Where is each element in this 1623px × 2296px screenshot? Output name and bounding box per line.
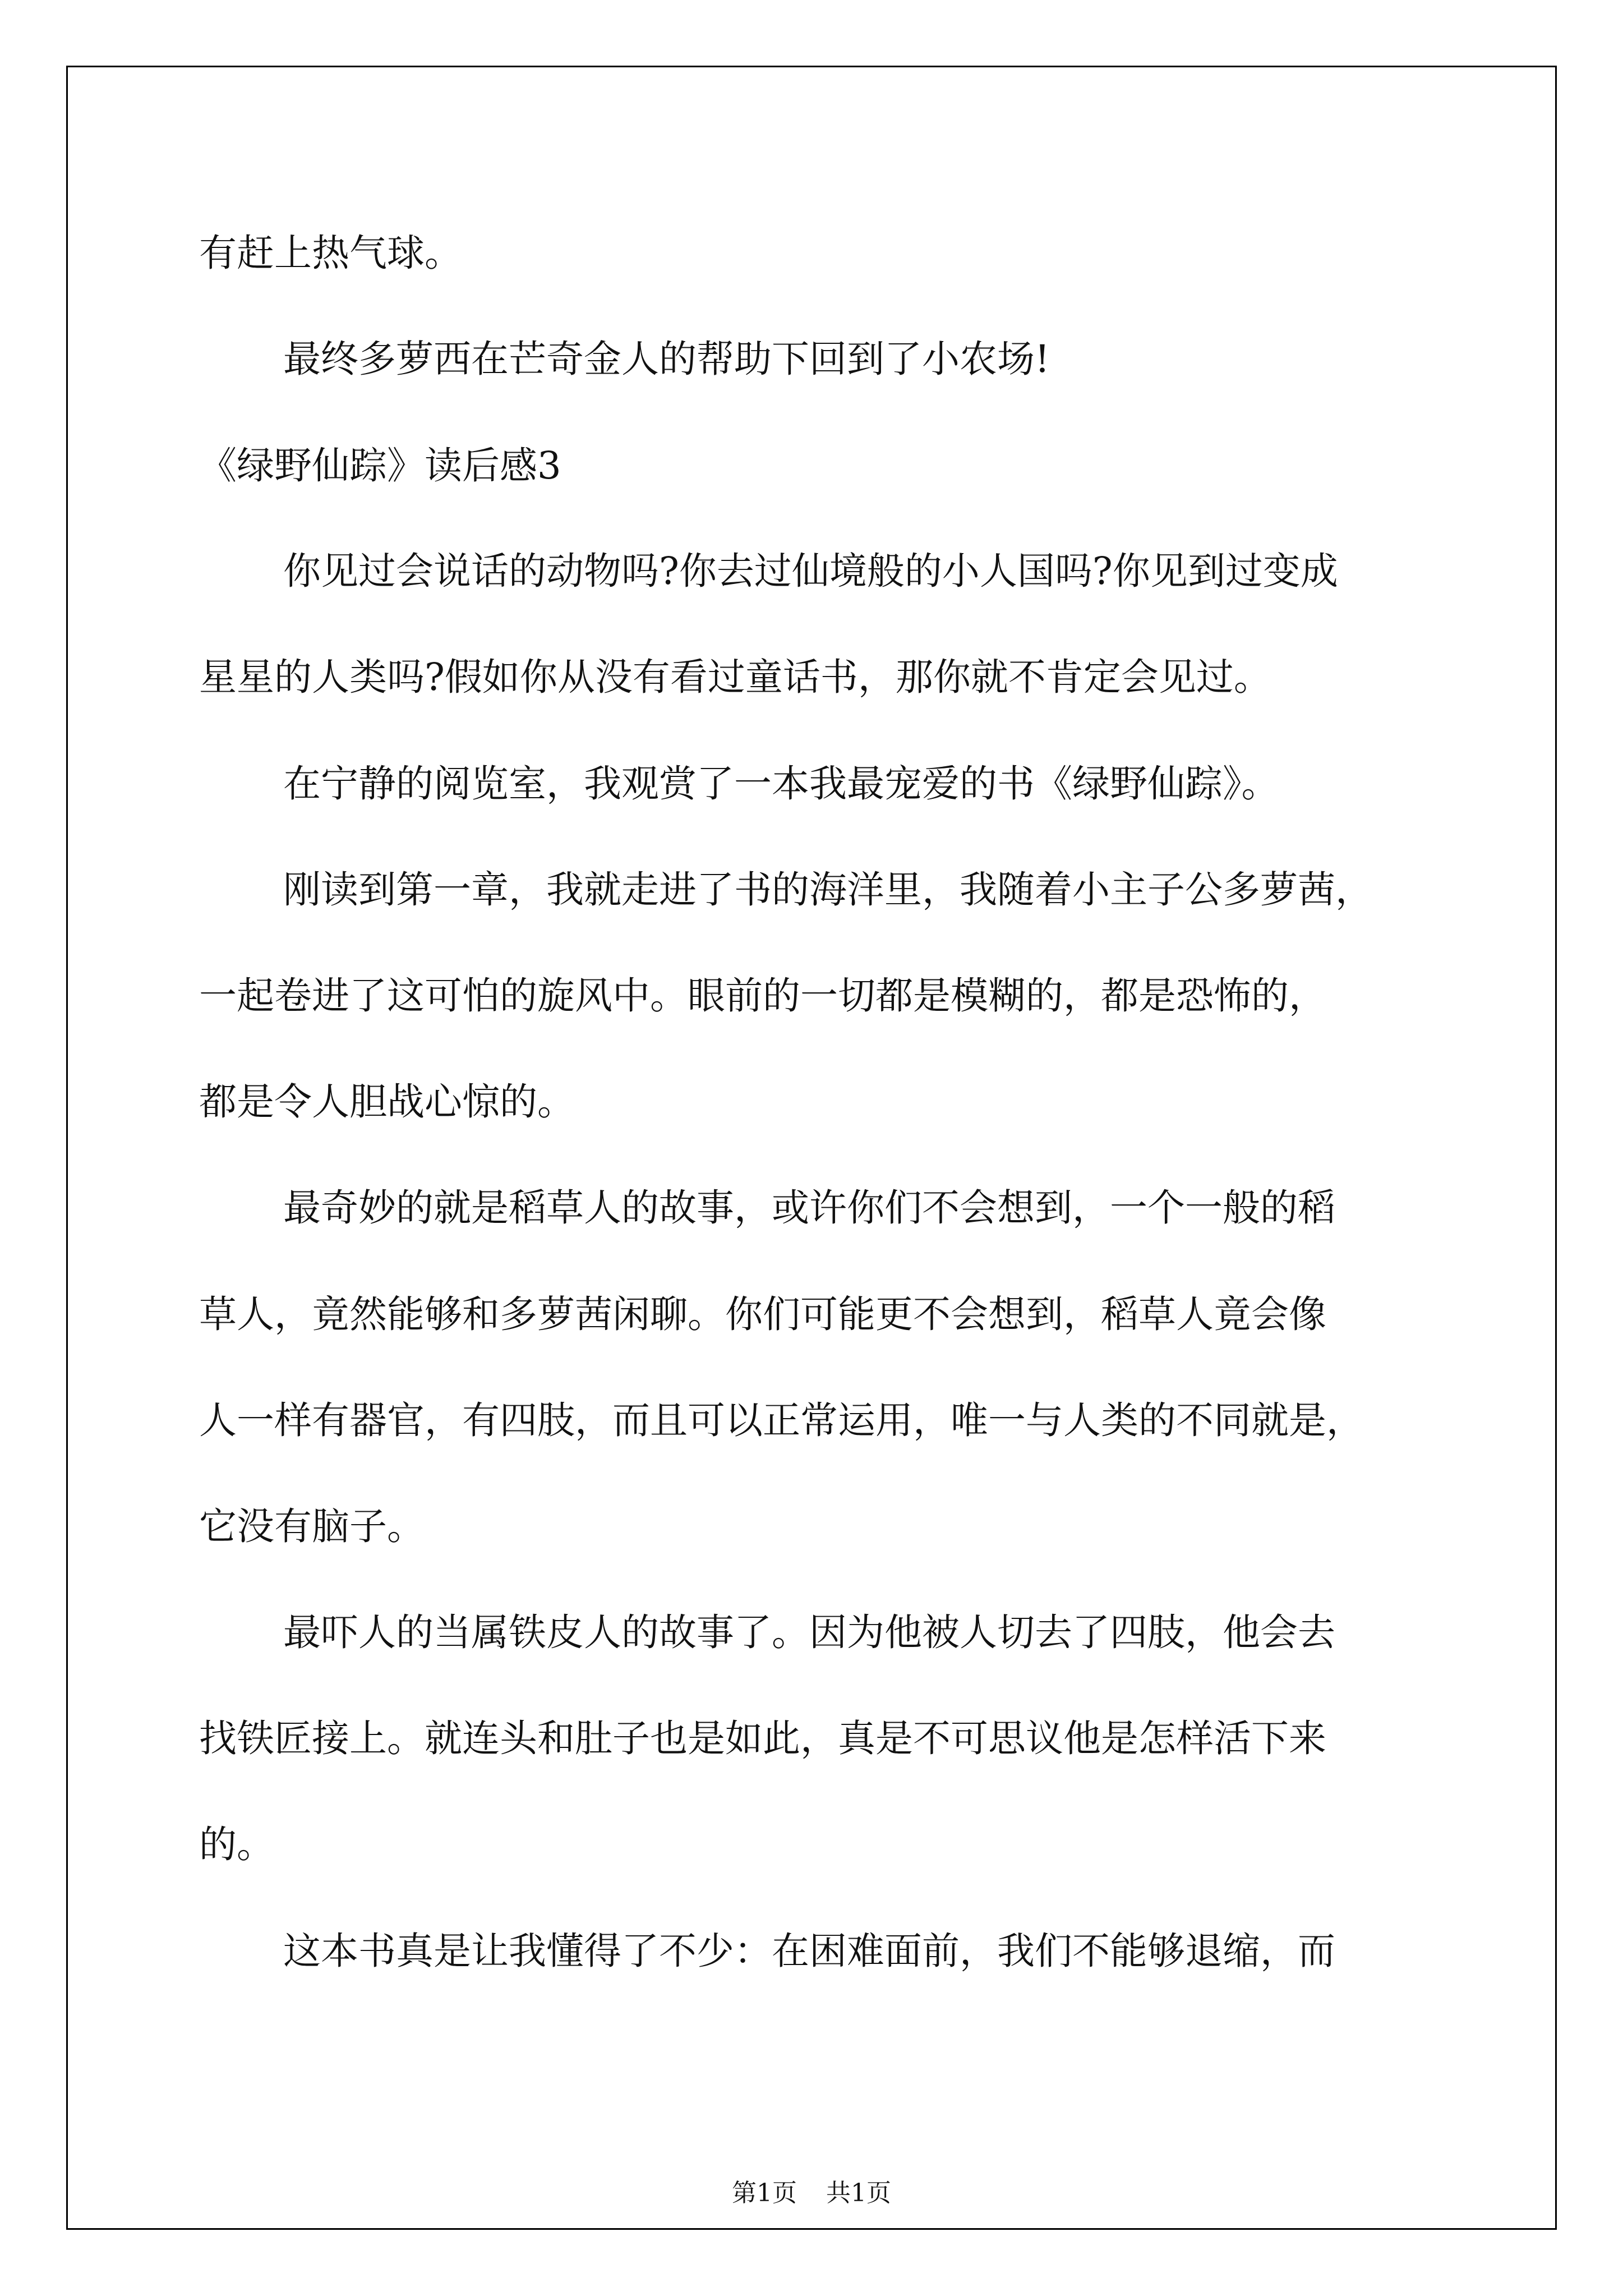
text-line: 最奇妙的就是稻草人的故事，或许你们不会想到，一个一般的稻	[283, 1186, 1335, 1230]
text-line: 找铁匠接上。就连头和肚子也是如此，真是不可思议他是怎样活下来	[199, 1717, 1326, 1760]
page-number: 第1页	[732, 2179, 797, 2207]
text-line: 最吓人的当属铁皮人的故事了。因为他被人切去了四肢，他会去	[283, 1611, 1335, 1654]
text-line: 刚读到第一章，我就走进了书的海洋里，我随着小主子公多萝茜，	[283, 868, 1373, 912]
text-line: 你见过会说话的动物吗?你去过仙境般的小人国吗?你见到过变成	[283, 549, 1338, 593]
text-line: 在宁静的阅览室，我观赏了一本我最宠爱的书《绿野仙踪》。	[283, 762, 1279, 806]
page-total: 共1页	[826, 2179, 891, 2207]
text-line: 这本书真是让我懂得了不少：在困难面前，我们不能够退缩，而	[283, 1929, 1335, 1973]
text-line: 都是令人胆战心惊的。	[199, 1080, 575, 1124]
text-line: 一起卷进了这可怕的旋风中。眼前的一切都是模糊的，都是恐怖的，	[199, 974, 1326, 1018]
page-border	[66, 66, 1557, 2230]
section-heading: 《绿野仙踪》读后感3	[199, 444, 561, 487]
text-line: 星星的人类吗?假如你从没有看过童话书，那你就不肯定会见过。	[199, 655, 1271, 699]
page-footer	[0, 2177, 1623, 2210]
text-line: 的。	[199, 1823, 274, 1866]
text-line: 草人，竟然能够和多萝茜闲聊。你们可能更不会想到，稻草人竟会像	[199, 1292, 1326, 1336]
text-line: 它没有脑子。	[199, 1504, 425, 1548]
text-line: 有赶上热气球。	[199, 231, 462, 275]
text-line: 人一样有器官，有四肢，而且可以正常运用，唯一与人类的不同就是，	[199, 1398, 1364, 1442]
text-line: 最终多萝西在芒奇金人的帮助下回到了小农场!	[283, 337, 1050, 381]
